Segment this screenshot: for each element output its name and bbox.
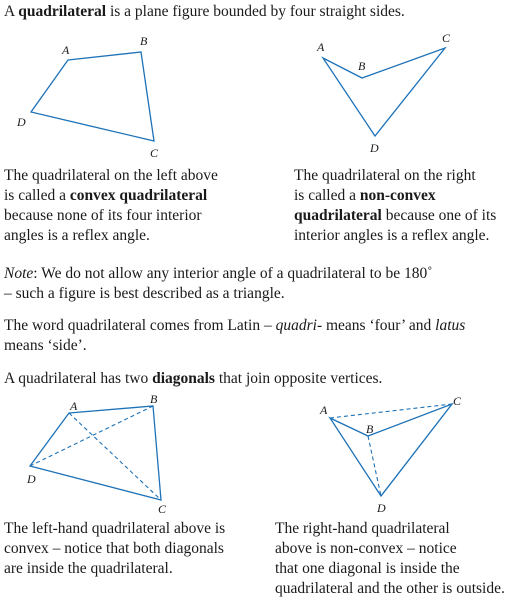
vertex-label-b: B bbox=[140, 34, 148, 48]
note-label: Note bbox=[4, 265, 34, 282]
note-line-2: – such a figure is best described as a triangle. bbox=[4, 285, 285, 302]
note-line-1-text: : We do not allow any interior angle of a quadrilateral to be 180˚ bbox=[33, 265, 433, 282]
caption-convex-diagonals bbox=[4, 519, 274, 579]
caption-non-convex-line-4: interior angles is a reflex angle. bbox=[294, 227, 490, 244]
vertex-label-a: A bbox=[70, 399, 78, 413]
intro-text bbox=[4, 2, 528, 22]
vertex-label-d: D bbox=[27, 472, 36, 486]
caption-convex-line-3: because none of its four interior bbox=[4, 207, 202, 224]
caption-convex-line-4: angles is a reflex angle. bbox=[4, 227, 150, 244]
vertex-label-c: C bbox=[442, 31, 451, 45]
convex-diagonals-figure bbox=[0, 390, 200, 515]
vertex-label-a: A bbox=[62, 43, 70, 57]
diagonals-text bbox=[4, 369, 528, 389]
origin-paragraph bbox=[4, 316, 528, 356]
word-latus: latus bbox=[435, 317, 466, 334]
vertex-label-b: B bbox=[358, 59, 366, 73]
vertex-label-c: C bbox=[453, 394, 462, 408]
word-quadri: quadri bbox=[275, 317, 317, 334]
vertex-label-a: A bbox=[317, 40, 325, 54]
diagonals-post: that join opposite vertices. bbox=[214, 370, 383, 387]
caption-non-convex-line-3 bbox=[294, 206, 530, 226]
caption-convex-diagonals-line-1: The left-hand quadrilateral above is bbox=[4, 520, 226, 537]
convex-diagonals-shape bbox=[30, 406, 161, 500]
caption-non-convex-line-2 bbox=[294, 186, 530, 206]
intro-term: quadrilateral bbox=[18, 3, 107, 20]
term-non-convex: non-convex bbox=[359, 187, 436, 204]
origin-line-2: means ‘side’. bbox=[4, 337, 87, 354]
vertex-label-d: D bbox=[17, 115, 26, 129]
caption-convex bbox=[4, 166, 284, 246]
origin-line-1-b: - means ‘four’ and bbox=[316, 317, 436, 334]
caption-convex-line-2-text: is called a bbox=[4, 187, 70, 204]
caption-non-convex-diagonals-line-2: above is non-convex – notice bbox=[275, 540, 457, 557]
non-convex-diagonals-figure bbox=[310, 390, 480, 515]
caption-non-convex-line-3-text: because one of its bbox=[381, 207, 497, 224]
note-line-1 bbox=[4, 264, 528, 284]
note-paragraph bbox=[4, 264, 528, 304]
diagonals-pre: A quadrilateral has two bbox=[4, 370, 153, 387]
term-convex-quadrilateral: convex quadrilateral bbox=[69, 187, 208, 204]
vertex-label-c: C bbox=[150, 146, 159, 160]
caption-convex-diagonals-line-3: are inside the quadrilateral. bbox=[4, 560, 173, 577]
intro-post: is a plane figure bounded by four straight sides. bbox=[106, 3, 405, 20]
non-convex-quadrilateral-shape bbox=[323, 48, 445, 136]
convex-quadrilateral-figure bbox=[0, 28, 200, 163]
non-convex-quadrilateral-figure bbox=[300, 28, 470, 158]
caption-non-convex-diagonals-line-4: quadrilateral and the other is outside. bbox=[275, 580, 505, 597]
caption-convex-line-2 bbox=[4, 186, 284, 206]
diagonal-ac bbox=[69, 413, 161, 500]
vertex-label-b: B bbox=[366, 422, 374, 436]
term-quadrilateral: quadrilateral bbox=[294, 207, 382, 224]
caption-non-convex-diagonals-line-1: The right-hand quadrilateral bbox=[275, 520, 450, 537]
diagonal-bd bbox=[30, 406, 153, 466]
caption-convex-line-1: The quadrilateral on the left above bbox=[4, 167, 218, 184]
caption-non-convex-diagonals-line-3: that one diagonal is inside the bbox=[275, 560, 460, 577]
vertex-label-d: D bbox=[370, 141, 379, 155]
vertex-label-d: D bbox=[377, 501, 386, 515]
origin-line-1 bbox=[4, 316, 528, 336]
vertex-label-b: B bbox=[150, 392, 158, 406]
caption-non-convex bbox=[294, 166, 530, 246]
vertex-label-c: C bbox=[158, 502, 167, 515]
term-diagonals: diagonals bbox=[152, 370, 215, 387]
origin-line-1-a: The word quadrilateral comes from Latin – bbox=[4, 317, 276, 334]
convex-quadrilateral-shape bbox=[31, 52, 154, 141]
non-convex-diagonals-shape bbox=[330, 404, 452, 496]
caption-non-convex-line-2-text: is called a bbox=[294, 187, 360, 204]
vertex-label-a: A bbox=[320, 403, 328, 417]
caption-convex-diagonals-line-2: convex – notice that both diagonals bbox=[4, 540, 224, 557]
intro-pre: A bbox=[4, 3, 19, 20]
caption-non-convex-diagonals bbox=[275, 519, 530, 599]
caption-non-convex-line-1: The quadrilateral on the right bbox=[294, 167, 476, 184]
